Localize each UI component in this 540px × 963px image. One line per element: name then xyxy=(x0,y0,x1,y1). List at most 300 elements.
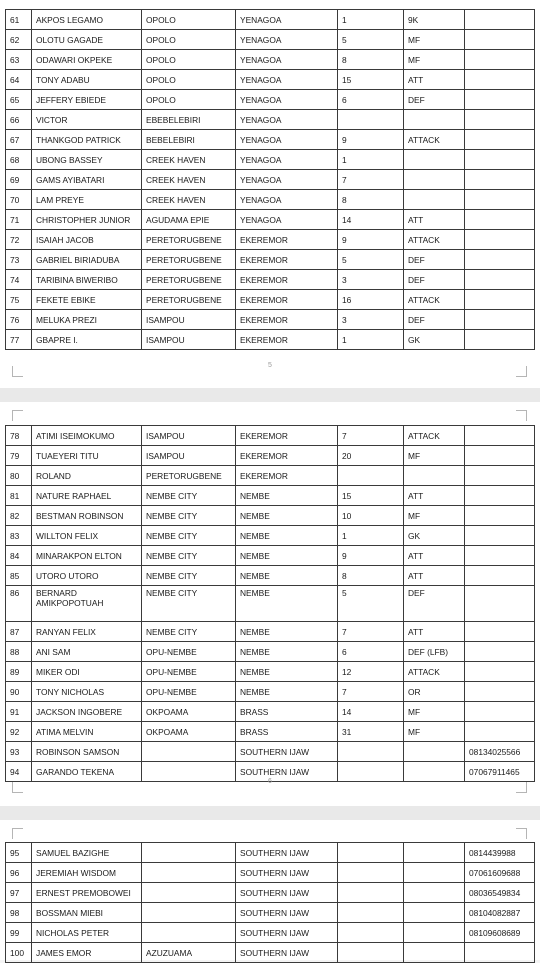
club-cell xyxy=(142,843,236,863)
local-government-cell: NEMBE xyxy=(236,642,338,662)
position-cell xyxy=(404,883,465,903)
jersey-number-cell: 9 xyxy=(338,230,404,250)
table-row xyxy=(6,426,535,446)
phone-number-cell: 08134025566 xyxy=(465,742,535,762)
position-cell xyxy=(404,466,465,486)
phone-number-cell xyxy=(465,722,535,742)
club-cell: PERETORUGBENE xyxy=(142,466,236,486)
player-name-cell: GABRIEL BIRIADUBA xyxy=(32,250,142,270)
table-row xyxy=(6,506,535,526)
local-government-cell: YENAGOA xyxy=(236,130,338,150)
local-government-cell: NEMBE xyxy=(236,622,338,642)
phone-number-cell xyxy=(465,642,535,662)
position-cell: MF xyxy=(404,722,465,742)
club-cell: PERETORUGBENE xyxy=(142,270,236,290)
club-cell: NEMBE CITY xyxy=(142,566,236,586)
player-roster-table xyxy=(5,9,535,350)
player-name-cell: JEFFERY EBIEDE xyxy=(32,90,142,110)
serial-number-cell: 63 xyxy=(6,50,32,70)
jersey-number-cell: 1 xyxy=(338,526,404,546)
player-roster-table xyxy=(5,425,535,782)
serial-number-cell: 89 xyxy=(6,662,32,682)
local-government-cell: NEMBE xyxy=(236,526,338,546)
local-government-cell: YENAGOA xyxy=(236,50,338,70)
table-row xyxy=(6,546,535,566)
phone-number-cell xyxy=(465,130,535,150)
position-cell xyxy=(404,170,465,190)
page-number: 5 xyxy=(268,362,272,369)
page-corner-mark xyxy=(12,782,23,793)
position-cell xyxy=(404,150,465,170)
table-row xyxy=(6,642,535,662)
table-row xyxy=(6,330,535,350)
serial-number-cell: 80 xyxy=(6,466,32,486)
page-corner-mark xyxy=(12,410,23,421)
club-cell: NEMBE CITY xyxy=(142,486,236,506)
serial-number-cell: 82 xyxy=(6,506,32,526)
position-cell xyxy=(404,190,465,210)
position-cell xyxy=(404,110,465,130)
player-name-cell: ATIMA MELVIN xyxy=(32,722,142,742)
jersey-number-cell: 1 xyxy=(338,150,404,170)
page-corner-mark xyxy=(516,782,527,793)
player-name-cell: ROLAND xyxy=(32,466,142,486)
club-cell: OPOLO xyxy=(142,50,236,70)
jersey-number-cell: 20 xyxy=(338,446,404,466)
table-row xyxy=(6,190,535,210)
jersey-number-cell: 7 xyxy=(338,426,404,446)
table-row xyxy=(6,566,535,586)
position-cell: GK xyxy=(404,526,465,546)
table-row xyxy=(6,30,535,50)
position-cell: ATT xyxy=(404,210,465,230)
player-name-cell: TUAEYERI TITU xyxy=(32,446,142,466)
position-cell: MF xyxy=(404,506,465,526)
position-cell xyxy=(404,903,465,923)
table-row xyxy=(6,110,535,130)
table-row xyxy=(6,90,535,110)
table-row xyxy=(6,702,535,722)
serial-number-cell: 96 xyxy=(6,863,32,883)
position-cell: DEF (LFB) xyxy=(404,642,465,662)
jersey-number-cell: 9 xyxy=(338,130,404,150)
jersey-number-cell: 7 xyxy=(338,622,404,642)
serial-number-cell: 67 xyxy=(6,130,32,150)
jersey-number-cell: 8 xyxy=(338,566,404,586)
phone-number-cell xyxy=(465,230,535,250)
page-corner-mark xyxy=(516,828,527,839)
serial-number-cell: 69 xyxy=(6,170,32,190)
local-government-cell: NEMBE xyxy=(236,486,338,506)
player-name-cell: AKPOS LEGAMO xyxy=(32,10,142,30)
phone-number-cell xyxy=(465,30,535,50)
local-government-cell: SOUTHERN IJAW xyxy=(236,762,338,782)
table-row xyxy=(6,742,535,762)
player-name-cell: BESTMAN ROBINSON xyxy=(32,506,142,526)
jersey-number-cell: 3 xyxy=(338,270,404,290)
serial-number-cell: 65 xyxy=(6,90,32,110)
position-cell: MF xyxy=(404,50,465,70)
phone-number-cell: 08036549834 xyxy=(465,883,535,903)
jersey-number-cell: 10 xyxy=(338,506,404,526)
position-cell: ATTACK xyxy=(404,662,465,682)
club-cell: ISAMPOU xyxy=(142,446,236,466)
phone-number-cell xyxy=(465,250,535,270)
serial-number-cell: 73 xyxy=(6,250,32,270)
jersey-number-cell: 3 xyxy=(338,310,404,330)
phone-number-cell xyxy=(465,486,535,506)
local-government-cell: SOUTHERN IJAW xyxy=(236,923,338,943)
page-corner-mark xyxy=(12,366,23,377)
position-cell: ATT xyxy=(404,70,465,90)
jersey-number-cell: 6 xyxy=(338,90,404,110)
local-government-cell: YENAGOA xyxy=(236,70,338,90)
position-cell: MF xyxy=(404,30,465,50)
jersey-number-cell xyxy=(338,843,404,863)
phone-number-cell xyxy=(465,622,535,642)
position-cell: GK xyxy=(404,330,465,350)
page-corner-mark xyxy=(516,410,527,421)
club-cell: PERETORUGBENE xyxy=(142,250,236,270)
phone-number-cell xyxy=(465,190,535,210)
local-government-cell: SOUTHERN IJAW xyxy=(236,943,338,963)
position-cell xyxy=(404,863,465,883)
phone-number-cell xyxy=(465,330,535,350)
serial-number-cell: 91 xyxy=(6,702,32,722)
phone-number-cell xyxy=(465,466,535,486)
serial-number-cell: 78 xyxy=(6,426,32,446)
player-name-cell: SAMUEL BAZIGHE xyxy=(32,843,142,863)
jersey-number-cell xyxy=(338,923,404,943)
player-name-cell: BERNARD AMIKPOPOTUAH xyxy=(32,586,142,622)
phone-number-cell xyxy=(465,10,535,30)
club-cell: AGUDAMA EPIE xyxy=(142,210,236,230)
table-row xyxy=(6,586,535,622)
table-row xyxy=(6,722,535,742)
phone-number-cell xyxy=(465,702,535,722)
serial-number-cell: 97 xyxy=(6,883,32,903)
local-government-cell: SOUTHERN IJAW xyxy=(236,843,338,863)
serial-number-cell: 62 xyxy=(6,30,32,50)
player-name-cell: RANYAN FELIX xyxy=(32,622,142,642)
serial-number-cell: 72 xyxy=(6,230,32,250)
player-name-cell: BOSSMAN MIEBI xyxy=(32,903,142,923)
player-name-cell: ERNEST PREMOBOWEI xyxy=(32,883,142,903)
club-cell xyxy=(142,923,236,943)
phone-number-cell xyxy=(465,310,535,330)
local-government-cell: YENAGOA xyxy=(236,10,338,30)
player-name-cell: MIKER ODI xyxy=(32,662,142,682)
serial-number-cell: 61 xyxy=(6,10,32,30)
local-government-cell: EKEREMOR xyxy=(236,446,338,466)
page-gap xyxy=(0,388,540,402)
local-government-cell: YENAGOA xyxy=(236,150,338,170)
club-cell xyxy=(142,762,236,782)
jersey-number-cell xyxy=(338,466,404,486)
table-row xyxy=(6,310,535,330)
serial-number-cell: 77 xyxy=(6,330,32,350)
serial-number-cell: 66 xyxy=(6,110,32,130)
phone-number-cell xyxy=(465,90,535,110)
jersey-number-cell xyxy=(338,110,404,130)
table-row xyxy=(6,486,535,506)
player-name-cell: MINARAKPON ELTON xyxy=(32,546,142,566)
club-cell: OPU-NEMBE xyxy=(142,682,236,702)
club-cell: OPOLO xyxy=(142,70,236,90)
table-row xyxy=(6,446,535,466)
phone-number-cell xyxy=(465,110,535,130)
jersey-number-cell: 14 xyxy=(338,702,404,722)
local-government-cell: EKEREMOR xyxy=(236,270,338,290)
local-government-cell: YENAGOA xyxy=(236,190,338,210)
serial-number-cell: 93 xyxy=(6,742,32,762)
phone-number-cell xyxy=(465,270,535,290)
table-row xyxy=(6,662,535,682)
position-cell: ATT xyxy=(404,486,465,506)
jersey-number-cell xyxy=(338,863,404,883)
table-row xyxy=(6,923,535,943)
table-row xyxy=(6,863,535,883)
club-cell: OPU-NEMBE xyxy=(142,662,236,682)
club-cell: NEMBE CITY xyxy=(142,586,236,622)
serial-number-cell: 87 xyxy=(6,622,32,642)
local-government-cell: SOUTHERN IJAW xyxy=(236,883,338,903)
phone-number-cell xyxy=(465,662,535,682)
serial-number-cell: 76 xyxy=(6,310,32,330)
local-government-cell: NEMBE xyxy=(236,586,338,622)
phone-number-cell xyxy=(465,446,535,466)
jersey-number-cell: 5 xyxy=(338,250,404,270)
player-name-cell: GBAPRE I. xyxy=(32,330,142,350)
jersey-number-cell: 15 xyxy=(338,486,404,506)
serial-number-cell: 100 xyxy=(6,943,32,963)
page-gap xyxy=(0,806,540,820)
local-government-cell: YENAGOA xyxy=(236,30,338,50)
player-name-cell: ROBINSON SAMSON xyxy=(32,742,142,762)
table-row xyxy=(6,290,535,310)
club-cell: NEMBE CITY xyxy=(142,506,236,526)
table-row xyxy=(6,210,535,230)
player-name-cell: VICTOR xyxy=(32,110,142,130)
jersey-number-cell: 7 xyxy=(338,682,404,702)
club-cell: PERETORUGBENE xyxy=(142,230,236,250)
local-government-cell: EKEREMOR xyxy=(236,466,338,486)
position-cell: OR xyxy=(404,682,465,702)
local-government-cell: NEMBE xyxy=(236,546,338,566)
table-row xyxy=(6,70,535,90)
serial-number-cell: 98 xyxy=(6,903,32,923)
club-cell: NEMBE CITY xyxy=(142,526,236,546)
local-government-cell: NEMBE xyxy=(236,506,338,526)
player-name-cell: ISAIAH JACOB xyxy=(32,230,142,250)
jersey-number-cell xyxy=(338,903,404,923)
club-cell: BEBELEBIRI xyxy=(142,130,236,150)
document-page-5 xyxy=(0,0,540,388)
serial-number-cell: 68 xyxy=(6,150,32,170)
phone-number-cell xyxy=(465,70,535,90)
phone-number-cell xyxy=(465,150,535,170)
phone-number-cell xyxy=(465,50,535,70)
club-cell: ISAMPOU xyxy=(142,330,236,350)
serial-number-cell: 86 xyxy=(6,586,32,622)
local-government-cell: EKEREMOR xyxy=(236,310,338,330)
phone-number-cell xyxy=(465,210,535,230)
jersey-number-cell: 8 xyxy=(338,50,404,70)
document-page-6 xyxy=(0,402,540,806)
jersey-number-cell: 12 xyxy=(338,662,404,682)
jersey-number-cell: 16 xyxy=(338,290,404,310)
player-name-cell: WILLTON FELIX xyxy=(32,526,142,546)
player-name-cell: FEKETE EBIKE xyxy=(32,290,142,310)
player-name-cell: JAMES EMOR xyxy=(32,943,142,963)
club-cell: OPOLO xyxy=(142,10,236,30)
phone-number-cell: 08104082887 xyxy=(465,903,535,923)
position-cell: DEF xyxy=(404,310,465,330)
phone-number-cell xyxy=(465,586,535,622)
local-government-cell: EKEREMOR xyxy=(236,290,338,310)
phone-number-cell: 07061609688 xyxy=(465,863,535,883)
local-government-cell: EKEREMOR xyxy=(236,250,338,270)
serial-number-cell: 64 xyxy=(6,70,32,90)
club-cell: OPOLO xyxy=(142,30,236,50)
player-name-cell: NICHOLAS PETER xyxy=(32,923,142,943)
player-name-cell: MELUKA PREZI xyxy=(32,310,142,330)
phone-number-cell xyxy=(465,426,535,446)
local-government-cell: BRASS xyxy=(236,702,338,722)
position-cell: DEF xyxy=(404,586,465,622)
serial-number-cell: 88 xyxy=(6,642,32,662)
player-name-cell: TARIBINA BIWERIBO xyxy=(32,270,142,290)
club-cell: ISAMPOU xyxy=(142,426,236,446)
position-cell xyxy=(404,923,465,943)
table-row xyxy=(6,50,535,70)
jersey-number-cell: 7 xyxy=(338,170,404,190)
local-government-cell: SOUTHERN IJAW xyxy=(236,903,338,923)
jersey-number-cell: 9 xyxy=(338,546,404,566)
player-name-cell: LAM PREYE xyxy=(32,190,142,210)
local-government-cell: YENAGOA xyxy=(236,210,338,230)
player-name-cell: OLOTU GAGADE xyxy=(32,30,142,50)
position-cell xyxy=(404,843,465,863)
jersey-number-cell: 8 xyxy=(338,190,404,210)
player-name-cell: ANI SAM xyxy=(32,642,142,662)
position-cell: MF xyxy=(404,446,465,466)
club-cell: CREEK HAVEN xyxy=(142,150,236,170)
local-government-cell: NEMBE xyxy=(236,682,338,702)
club-cell: CREEK HAVEN xyxy=(142,190,236,210)
player-name-cell: TONY NICHOLAS xyxy=(32,682,142,702)
position-cell: MF xyxy=(404,702,465,722)
player-name-cell: CHRISTOPHER JUNIOR xyxy=(32,210,142,230)
document-page-7 xyxy=(0,820,540,960)
club-cell: CREEK HAVEN xyxy=(142,170,236,190)
jersey-number-cell: 31 xyxy=(338,722,404,742)
player-name-cell: ATIMI ISEIMOKUMO xyxy=(32,426,142,446)
jersey-number-cell: 15 xyxy=(338,70,404,90)
table-row xyxy=(6,150,535,170)
jersey-number-cell: 5 xyxy=(338,586,404,622)
jersey-number-cell: 6 xyxy=(338,642,404,662)
club-cell: OPU-NEMBE xyxy=(142,642,236,662)
club-cell: PERETORUGBENE xyxy=(142,290,236,310)
table-row xyxy=(6,682,535,702)
serial-number-cell: 85 xyxy=(6,566,32,586)
position-cell: DEF xyxy=(404,90,465,110)
jersey-number-cell: 5 xyxy=(338,30,404,50)
position-cell: ATTACK xyxy=(404,290,465,310)
local-government-cell: YENAGOA xyxy=(236,90,338,110)
serial-number-cell: 99 xyxy=(6,923,32,943)
player-name-cell: JACKSON INGOBERE xyxy=(32,702,142,722)
position-cell: 9K xyxy=(404,10,465,30)
jersey-number-cell xyxy=(338,742,404,762)
local-government-cell: NEMBE xyxy=(236,662,338,682)
jersey-number-cell: 1 xyxy=(338,330,404,350)
phone-number-cell: 07067911465 xyxy=(465,762,535,782)
phone-number-cell: 08109608689 xyxy=(465,923,535,943)
local-government-cell: NEMBE xyxy=(236,566,338,586)
player-name-cell: UTORO UTORO xyxy=(32,566,142,586)
position-cell: DEF xyxy=(404,270,465,290)
page-number: 6 xyxy=(268,778,272,785)
position-cell: ATT xyxy=(404,622,465,642)
local-government-cell: EKEREMOR xyxy=(236,426,338,446)
table-row xyxy=(6,250,535,270)
phone-number-cell: 0814439988 xyxy=(465,843,535,863)
serial-number-cell: 84 xyxy=(6,546,32,566)
position-cell: ATT xyxy=(404,566,465,586)
position-cell: ATTACK xyxy=(404,426,465,446)
player-roster-table xyxy=(5,842,535,963)
phone-number-cell xyxy=(465,526,535,546)
table-row xyxy=(6,883,535,903)
local-government-cell: YENAGOA xyxy=(236,170,338,190)
serial-number-cell: 95 xyxy=(6,843,32,863)
player-name-cell: ODAWARI OKPEKE xyxy=(32,50,142,70)
club-cell: OPOLO xyxy=(142,90,236,110)
table-row xyxy=(6,130,535,150)
phone-number-cell xyxy=(465,682,535,702)
position-cell: ATT xyxy=(404,546,465,566)
club-cell: NEMBE CITY xyxy=(142,546,236,566)
serial-number-cell: 71 xyxy=(6,210,32,230)
local-government-cell: EKEREMOR xyxy=(236,230,338,250)
player-name-cell: GAMS AYIBATARI xyxy=(32,170,142,190)
player-name-cell: THANKGOD PATRICK xyxy=(32,130,142,150)
serial-number-cell: 94 xyxy=(6,762,32,782)
serial-number-cell: 75 xyxy=(6,290,32,310)
player-name-cell: JEREMIAH WISDOM xyxy=(32,863,142,883)
jersey-number-cell xyxy=(338,883,404,903)
phone-number-cell xyxy=(465,566,535,586)
serial-number-cell: 81 xyxy=(6,486,32,506)
local-government-cell: SOUTHERN IJAW xyxy=(236,863,338,883)
jersey-number-cell: 1 xyxy=(338,10,404,30)
club-cell: ISAMPOU xyxy=(142,310,236,330)
table-row xyxy=(6,526,535,546)
club-cell xyxy=(142,903,236,923)
table-row xyxy=(6,230,535,250)
club-cell: OKPOAMA xyxy=(142,702,236,722)
club-cell: NEMBE CITY xyxy=(142,622,236,642)
position-cell xyxy=(404,762,465,782)
table-row xyxy=(6,270,535,290)
club-cell: AZUZUAMA xyxy=(142,943,236,963)
serial-number-cell: 79 xyxy=(6,446,32,466)
serial-number-cell: 90 xyxy=(6,682,32,702)
local-government-cell: BRASS xyxy=(236,722,338,742)
local-government-cell: EKEREMOR xyxy=(236,330,338,350)
